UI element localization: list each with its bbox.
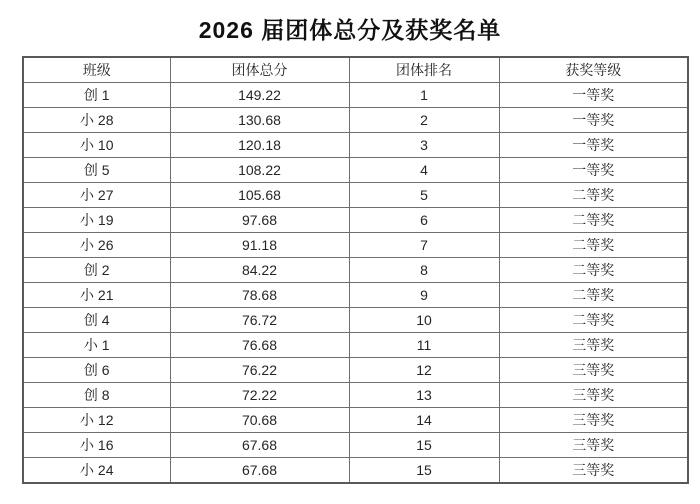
- column-header-class: 班级: [23, 57, 170, 83]
- cell-total-score: 149.22: [170, 83, 349, 108]
- table-row: [23, 333, 688, 358]
- cell-rank: 12: [349, 358, 499, 383]
- cell-total-score: 76.72: [170, 308, 349, 333]
- cell-total-score: 72.22: [170, 383, 349, 408]
- column-header-total-score: 团体总分: [170, 57, 349, 83]
- cell-award-level: 一等奖: [499, 108, 688, 133]
- table-row: [23, 233, 688, 258]
- cell-class: 小 1: [23, 333, 170, 358]
- table-row: [23, 83, 688, 108]
- cell-class: 创 8: [23, 383, 170, 408]
- cell-class: 小 16: [23, 433, 170, 458]
- table-row: [23, 258, 688, 283]
- cell-class: 小 26: [23, 233, 170, 258]
- cell-rank: 3: [349, 133, 499, 158]
- cell-rank: 9: [349, 283, 499, 308]
- table-row: [23, 383, 688, 408]
- cell-class: 小 19: [23, 208, 170, 233]
- cell-class: 创 5: [23, 158, 170, 183]
- cell-total-score: 78.68: [170, 283, 349, 308]
- cell-rank: 2: [349, 108, 499, 133]
- cell-award-level: 一等奖: [499, 83, 688, 108]
- table-row: [23, 308, 688, 333]
- cell-rank: 15: [349, 433, 499, 458]
- cell-rank: 5: [349, 183, 499, 208]
- cell-award-level: 三等奖: [499, 383, 688, 408]
- cell-award-level: 二等奖: [499, 208, 688, 233]
- cell-class: 创 1: [23, 83, 170, 108]
- cell-award-level: 二等奖: [499, 283, 688, 308]
- cell-award-level: 二等奖: [499, 183, 688, 208]
- table-row: [23, 458, 688, 484]
- table-row: [23, 183, 688, 208]
- cell-class: 创 6: [23, 358, 170, 383]
- cell-award-level: 三等奖: [499, 408, 688, 433]
- cell-rank: 13: [349, 383, 499, 408]
- cell-class: 创 4: [23, 308, 170, 333]
- cell-award-level: 三等奖: [499, 458, 688, 484]
- cell-total-score: 91.18: [170, 233, 349, 258]
- cell-total-score: 67.68: [170, 458, 349, 484]
- table-body: [23, 83, 688, 484]
- cell-total-score: 130.68: [170, 108, 349, 133]
- table-row: [23, 358, 688, 383]
- cell-award-level: 一等奖: [499, 158, 688, 183]
- cell-class: 小 28: [23, 108, 170, 133]
- cell-rank: 14: [349, 408, 499, 433]
- cell-award-level: 三等奖: [499, 358, 688, 383]
- cell-total-score: 108.22: [170, 158, 349, 183]
- table-row: [23, 283, 688, 308]
- cell-rank: 15: [349, 458, 499, 484]
- cell-award-level: 一等奖: [499, 133, 688, 158]
- cell-total-score: 84.22: [170, 258, 349, 283]
- award-table-container: [22, 56, 687, 484]
- cell-rank: 11: [349, 333, 499, 358]
- table-row: [23, 208, 688, 233]
- table-row: [23, 133, 688, 158]
- cell-award-level: 二等奖: [499, 233, 688, 258]
- cell-class: 小 27: [23, 183, 170, 208]
- cell-class: 小 24: [23, 458, 170, 484]
- cell-total-score: 120.18: [170, 133, 349, 158]
- cell-total-score: 76.68: [170, 333, 349, 358]
- table-row: [23, 433, 688, 458]
- table-row: [23, 158, 688, 183]
- table-header-row: [23, 57, 688, 83]
- cell-class: 小 12: [23, 408, 170, 433]
- cell-rank: 1: [349, 83, 499, 108]
- cell-rank: 8: [349, 258, 499, 283]
- column-header-rank: 团体排名: [349, 57, 499, 83]
- page-title: 2026 届团体总分及获奖名单: [198, 17, 502, 43]
- cell-total-score: 97.68: [170, 208, 349, 233]
- cell-rank: 6: [349, 208, 499, 233]
- cell-award-level: 二等奖: [499, 258, 688, 283]
- cell-total-score: 76.22: [170, 358, 349, 383]
- cell-total-score: 70.68: [170, 408, 349, 433]
- cell-award-level: 二等奖: [499, 308, 688, 333]
- cell-award-level: 三等奖: [499, 333, 688, 358]
- cell-total-score: 67.68: [170, 433, 349, 458]
- cell-award-level: 三等奖: [499, 433, 688, 458]
- award-table: [22, 56, 689, 484]
- column-header-award-level: 获奖等级: [499, 57, 688, 83]
- cell-rank: 10: [349, 308, 499, 333]
- cell-total-score: 105.68: [170, 183, 349, 208]
- table-row: [23, 408, 688, 433]
- cell-class: 小 21: [23, 283, 170, 308]
- cell-class: 小 10: [23, 133, 170, 158]
- cell-rank: 7: [349, 233, 499, 258]
- table-row: [23, 108, 688, 133]
- cell-rank: 4: [349, 158, 499, 183]
- cell-class: 创 2: [23, 258, 170, 283]
